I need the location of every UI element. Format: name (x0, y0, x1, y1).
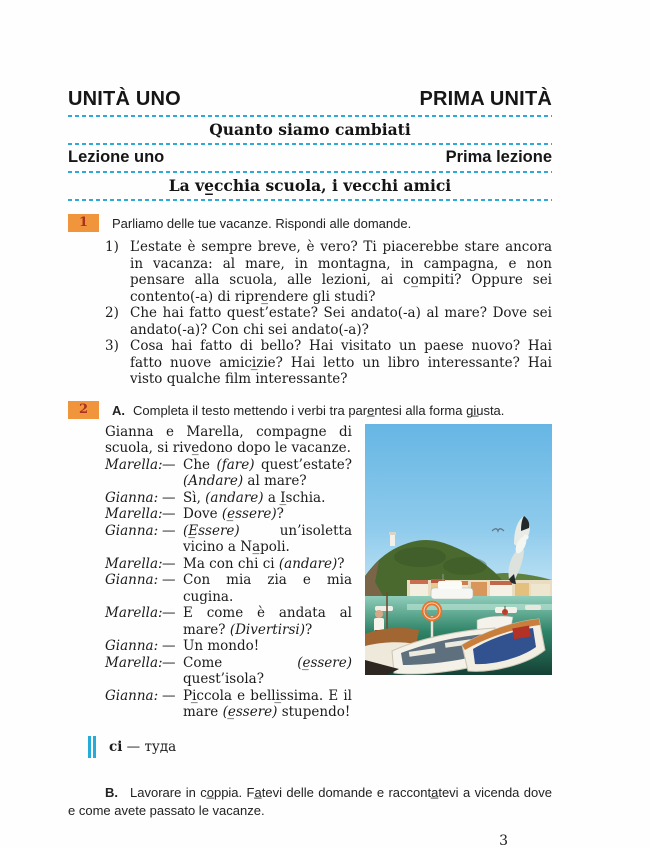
dialogue-text: E come è andata al mare? (Divertirsi)? (183, 605, 352, 638)
lesson-subtitle: La ve̲cchia scuola, i vecchi amici (168, 176, 452, 195)
question-number: 3) (105, 338, 119, 354)
unit-subtitle: Quanto siamo cambiati (209, 120, 411, 139)
task-a-label: A. (112, 402, 125, 418)
exercise-2 (68, 400, 552, 820)
exercise-2a-instruction: Completa il testo mettendo i verbi tra pare̲ntesi alla forma gi̲usta. (133, 402, 505, 418)
dialogue-speaker: Marella: (105, 456, 163, 473)
page-header (68, 88, 552, 201)
question-text: Che hai fatto quest’estate? Sei andato(-a) al mare? Dove sei andato(-a)? Con chi sei andato(-a)? (130, 305, 552, 338)
question-item (105, 338, 552, 388)
dialogue-speaker: Marella: (105, 605, 163, 621)
dialogue-row (105, 605, 352, 638)
question-item (105, 239, 552, 305)
dialogue-column (105, 424, 352, 721)
dialogue-text: Che (fare) quest’estate? (Andare) al mare? (183, 456, 352, 489)
dialogue-text: Dove (e̲ssere)? (183, 506, 284, 522)
vocabulary-note (88, 736, 552, 758)
dialogue-dash: — (162, 522, 176, 539)
task-b (68, 784, 552, 820)
unit-title-left: UNITÀ UNO (68, 88, 181, 110)
dialogue-text: Con mia zia e mia cugina. (183, 572, 352, 605)
dialogue-text: Come (e̲ssere) quest’isola? (183, 654, 352, 687)
dialogue-text: Un mondo! (183, 638, 260, 654)
dialogue-speaker: Marella: (105, 654, 163, 671)
dialogue-speaker: Marella: (105, 555, 163, 572)
dialogue-dash: — (162, 687, 176, 704)
dialogue-row (105, 457, 352, 490)
dotted-divider (68, 115, 552, 117)
lesson-title-left: Lezione uno (68, 148, 165, 166)
dialogue-speaker: Gianna: (105, 489, 159, 506)
lesson-title-right: Prima lezione (445, 148, 552, 166)
dialogue-row (105, 638, 352, 655)
task-b-label: B. (105, 784, 118, 800)
dotted-divider (68, 171, 552, 173)
question-text: L’estate è sempre breve, è vero? Ti piacerebbe stare ancora in vacanza: al mare, in montagna, in campagna, e non pensare alla scuola, alle lezioni, ai co̲mpiti? Oppure sei contento(-a) di ripre̲ndere gli studi? (130, 239, 552, 305)
question-item (105, 305, 552, 338)
dialogue-dash: — (162, 456, 176, 473)
dialogue-row (105, 556, 352, 573)
harbor-photo (365, 424, 552, 675)
dialogue-row (105, 523, 352, 556)
question-number: 1) (105, 239, 119, 255)
dotted-divider (68, 143, 552, 145)
dotted-divider (68, 199, 552, 201)
dialogue-speaker: Gianna: (105, 687, 159, 704)
dialogue-dash: — (162, 489, 176, 506)
note-marker-bars-icon (88, 736, 96, 758)
questions (105, 239, 552, 388)
question-number: 2) (105, 305, 119, 321)
task-b-instruction: Lavorare in co̲ppia. Fa̲tevi delle domande e racconta̲tevi a vicenda dove e come avete passato le vacanze. (68, 784, 552, 818)
note-translation: туда (144, 738, 177, 755)
dialogue-speaker: Gianna: (105, 572, 159, 588)
dialogue-text: Sì, (andare) a I̲schia. (183, 489, 326, 506)
dialogue-dash: — (162, 654, 176, 671)
dialogue-dash: — (162, 555, 176, 572)
dialogue (105, 457, 352, 721)
dialogue-row (105, 572, 352, 605)
dialogue-text: Ma con chi ci (andare)? (183, 555, 345, 572)
dialogue-intro: Gianna e Marella, compagne di scuola, si rive̲dono dopo le vacanze. (105, 423, 352, 456)
dialogue-dash: — (162, 638, 176, 654)
dialogue-row (105, 506, 352, 523)
harbor-photo-graphic (365, 424, 552, 675)
dialogue-dash: — (162, 572, 176, 588)
dialogue-row (105, 490, 352, 507)
dialogue-text: Pi̲ccola e belli̲ssima. E il mare (e̲ssere) stupendo! (183, 687, 352, 720)
exercise-number-badge: 1 (68, 214, 99, 232)
page-number: 3 (499, 832, 508, 848)
exercise-1 (68, 213, 552, 388)
exercise-number-badge: 2 (68, 401, 99, 419)
dialogue-speaker: Marella: (105, 506, 163, 522)
dialogue-row (105, 655, 352, 688)
exercise-1-instruction: Parliamo delle tue vacanze. Rispondi alle domande. (112, 216, 412, 231)
unit-title-right: PRIMA UNITÀ (419, 88, 552, 110)
dialogue-dash: — (162, 506, 176, 522)
dialogue-dash: — (162, 605, 176, 621)
note-dash: — (126, 738, 141, 755)
question-text: Cosa hai fatto di bello? Hai visitato un paese nuovo? Hai fatto nuove amici̲zie? Hai letto un libro interessante? Hai visto qualche film interessante? (130, 338, 552, 387)
dialogue-speaker: Gianna: (105, 638, 159, 654)
dialogue-speaker: Gianna: (105, 522, 159, 539)
dialogue-row (105, 688, 352, 721)
dialogue-text: (E̲ssere) un’isoletta vicino a Na̲poli. (183, 522, 352, 555)
note-term: ci (109, 738, 123, 755)
